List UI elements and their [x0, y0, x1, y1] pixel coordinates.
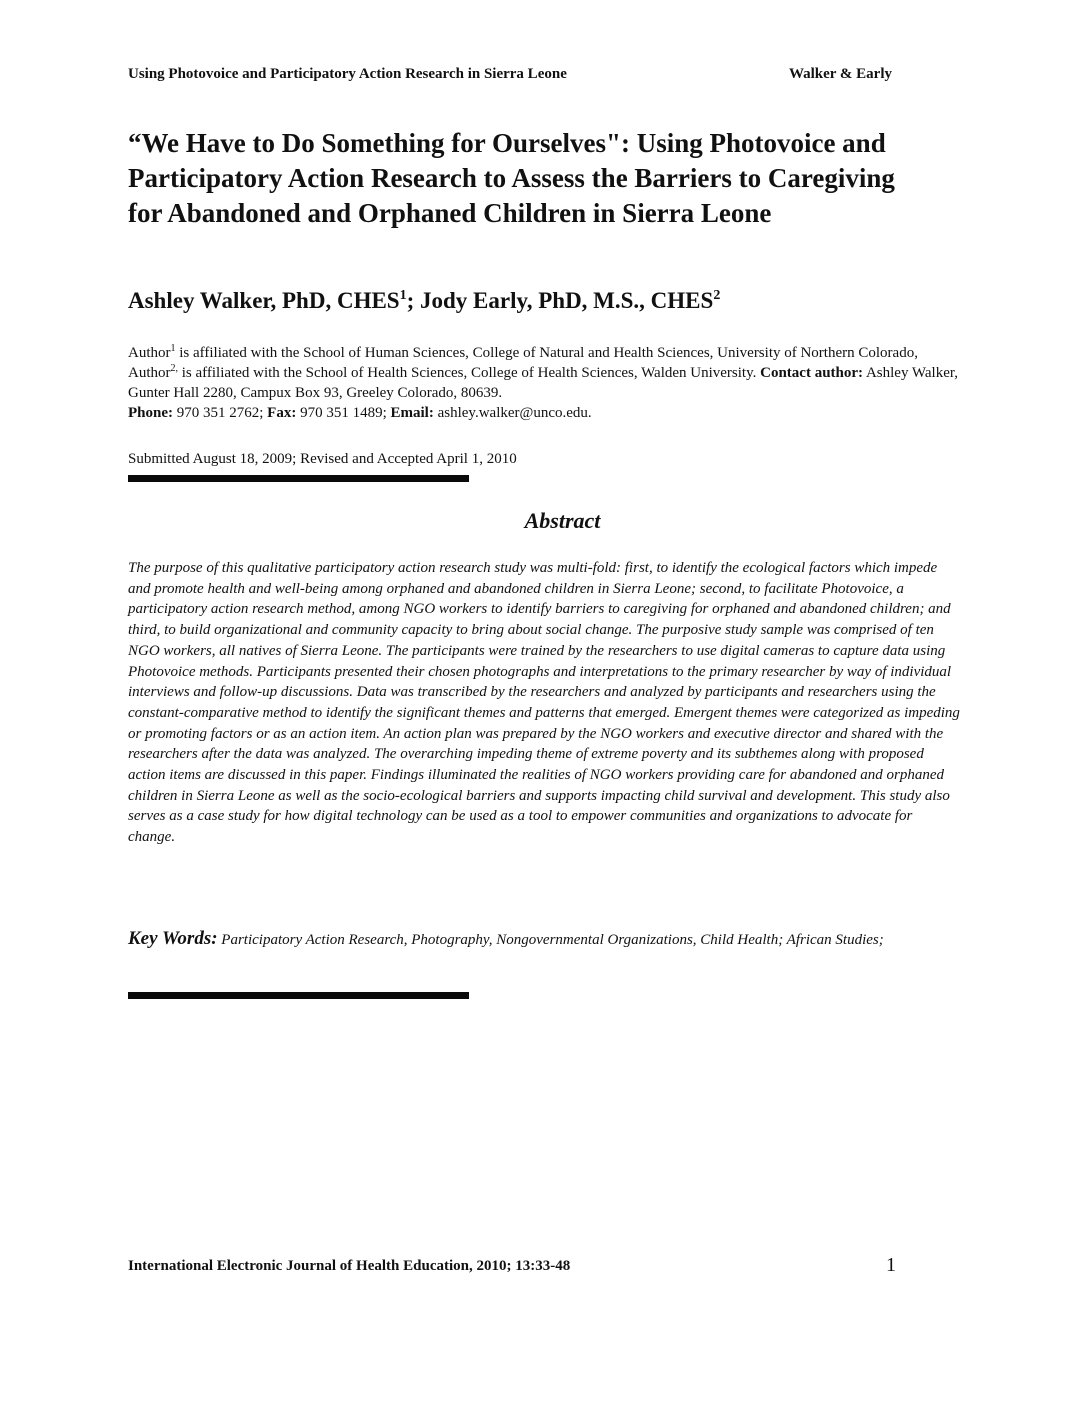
phone-label: Phone: [128, 405, 173, 421]
page-number: 1 [886, 1254, 896, 1276]
author-2-superscript: 2 [713, 288, 721, 303]
journal-citation: International Electronic Journal of Health Education, 2010; 13:33-48 [128, 1258, 571, 1274]
author-1-superscript: 1 [399, 288, 407, 303]
paper-title-line-3: for Abandoned and Orphaned Children in Sierra Leone [128, 198, 772, 228]
affiliation-author-1-label: Author [128, 345, 171, 361]
phone-value: 970 351 2762; [173, 405, 268, 421]
abstract-heading-text: Abstract [524, 508, 601, 533]
affiliation-author-1-superscript: 1 [170, 343, 176, 354]
author-list [128, 286, 978, 316]
author-separator: ; [406, 288, 421, 313]
email-label: Email: [390, 405, 434, 421]
paper-title [128, 126, 978, 231]
running-header-title: Using Photovoice and Participatory Action Research in Sierra Leone [128, 66, 567, 82]
affiliation-block [128, 343, 958, 423]
keywords-label: Key Words: [128, 928, 218, 949]
running-header-authors: Walker & Early [788, 66, 892, 82]
section-divider-top [128, 475, 469, 482]
email-value: ashley.walker@unco.edu. [433, 405, 592, 421]
abstract-body: The purpose of this qualitative participatory action research study was multi-fold: first, to identify the ecological factors which impede and promote health and well-being among orphaned and abandoned children in Sierra Leone; second, to facilitate Photovoice, a participatory action research method, among NGO workers to identify barriers to caregiving for orphaned and abandoned children; and third, to build organizational and community capacity to bring about social change. The purposive study sample was comprised of ten NGO workers, all natives of Sierra Leone. The participants were trained by the researchers to use digital cameras to capture data using Photovoice methods. Participants presented their chosen photographs and interpretations to the primary researcher by way of individual interviews and follow-up discussions. Data was transcribed by the researchers and analyzed by participants and researchers using the constant-comparative method to identify the significant themes and patterns that emerged. Emergent themes were categorized as impeding or promoting factors or as an action item. An action plan was prepared by the NGO workers and executive director and shared with the researchers after the data was analyzed. The overarching impeding theme of extreme poverty and its subthemes along with proposed action items are discussed in this paper. Findings illuminated the realities of NGO workers providing care for abandoned and orphaned children in Sierra Leone as well as the socio-ecological barriers and supports impacting child survival and development. This study also serves as a case study for how digital technology can be used as a tool to empower communities and organizations to advocate for change. [128, 560, 960, 846]
keywords-block [128, 929, 948, 950]
author-1-name: Ashley Walker, PhD, CHES [128, 288, 400, 313]
section-divider-bottom [128, 992, 469, 999]
paper-title-line-2: Participatory Action Research to Assess the Barriers to Caregiving [128, 163, 895, 193]
paper-title-line-1: “We Have to Do Something for Ourselves": Using Photovoice and [128, 128, 886, 158]
author-2-name: Jody Early, PhD, M.S., CHES [420, 288, 714, 313]
affiliation-author-2-text: is affiliated with the School of Health Sciences, College of Health Sciences, Walden University. [178, 365, 761, 381]
affiliation-author-1-text: is affiliated with the School of Human Sciences, College of Natural and Health Sciences, University of Northern Colorado, [175, 345, 918, 361]
contact-author-label: Contact author: [760, 365, 864, 381]
contact-author-text: Ashley Walker, Gunter Hall 2280, Campux Box 93, Greeley Colorado, 80639. [128, 365, 959, 401]
affiliation-author-2-superscript: 2, [170, 363, 178, 374]
affiliation-author-2-label: Author [128, 365, 171, 381]
keywords-text: Participatory Action Research, Photography, Nongovernmental Organizations, Child Health; African Studies; [217, 932, 884, 948]
fax-label: Fax: [267, 405, 297, 421]
submission-dates: Submitted August 18, 2009; Revised and Accepted April 1, 2010 [128, 451, 517, 467]
abstract-heading [0, 508, 1088, 534]
fax-value: 970 351 1489; [296, 405, 391, 421]
